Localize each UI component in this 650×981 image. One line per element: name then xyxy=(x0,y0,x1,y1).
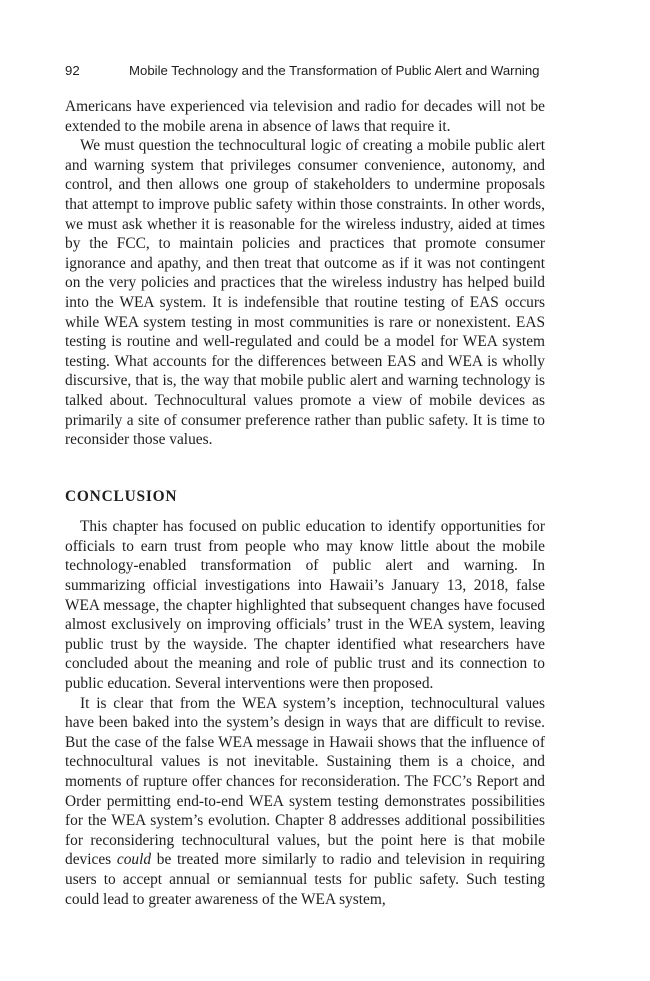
paragraph-technocultural-logic: We must question the technocultural logic of creating a mobile public alert and warning system that privileges consumer convenience, autonomy, and control, and then allows one group of stakeholders to undermine proposals that attempt to improve public safety within those constraints. In other words, we must ask whether it is reasonable for the wireless industry, aided at times by the FCC, to maintain policies and practices that promote consumer ignorance and apathy, and then treat that outcome as if it was not contingent on the very policies and practices that the wireless industry has helped build into the WEA system. It is indefensible that routine testing of EAS occurs while WEA system testing in most communities is rare or nonexistent. EAS testing is routine and well-regulated and could be a model for WEA system testing. What accounts for the differences between EAS and WEA is wholly discursive, that is, the way that mobile public alert and warning technology is talked about. Technocultural values promote a view of mobile devices as primarily a site of consumer preference rather than public safety. It is time to reconsider those values. xyxy=(65,137,545,449)
book-page xyxy=(65,62,545,909)
running-header xyxy=(65,62,545,80)
paragraph-conclusion-values xyxy=(65,694,545,910)
paragraph-continued: Americans have experienced via television and radio for decades will not be extended to the mobile arena in absence of laws that require it. xyxy=(65,98,545,135)
paragraph-text-segment: be treated more similarly to radio and television in requiring users to accept annual or semiannual tests for public safety. Such testing could lead to greater awareness of the WEA system, xyxy=(65,851,545,908)
paragraph-conclusion-summary: This chapter has focused on public education to identify opportunities for officials to earn trust from people who may know little about the mobile technology-enabled transformation of public alert and warning. In summarizing official investigations into Hawaii’s January 13, 2018, false WEA message, the chapter highlighted that subsequent changes have focused almost exclusively on improving officials’ trust in the WEA system, leaving public trust by the wayside. The chapter identified what researchers have concluded about the meaning and role of public trust and its connection to public education. Several interventions were then proposed. xyxy=(65,518,545,693)
paragraph-text-segment: It is clear that from the WEA system’s inception, technocultural values have been baked into the system’s design in ways that are difficult to revise. But the case of the false WEA message in Hawaii shows that the influence of technocultural values is not inevitable. Sustaining them is a choice, and moments of rupture offer chances for reconsideration. The FCC’s Report and Order permitting end-to-end WEA system testing demonstrates possibilities for the WEA system’s evolution. Chapter 8 addresses additional possibilities for reconsidering technocultural values, but the point here is that mobile devices xyxy=(65,694,545,869)
body-text xyxy=(65,97,545,909)
page-number: 92 xyxy=(65,63,80,78)
section-heading-conclusion: CONCLUSION xyxy=(65,487,178,505)
running-title: Mobile Technology and the Transformation of Public Alert and Warning xyxy=(129,63,540,78)
emphasized-word: could xyxy=(116,851,152,869)
